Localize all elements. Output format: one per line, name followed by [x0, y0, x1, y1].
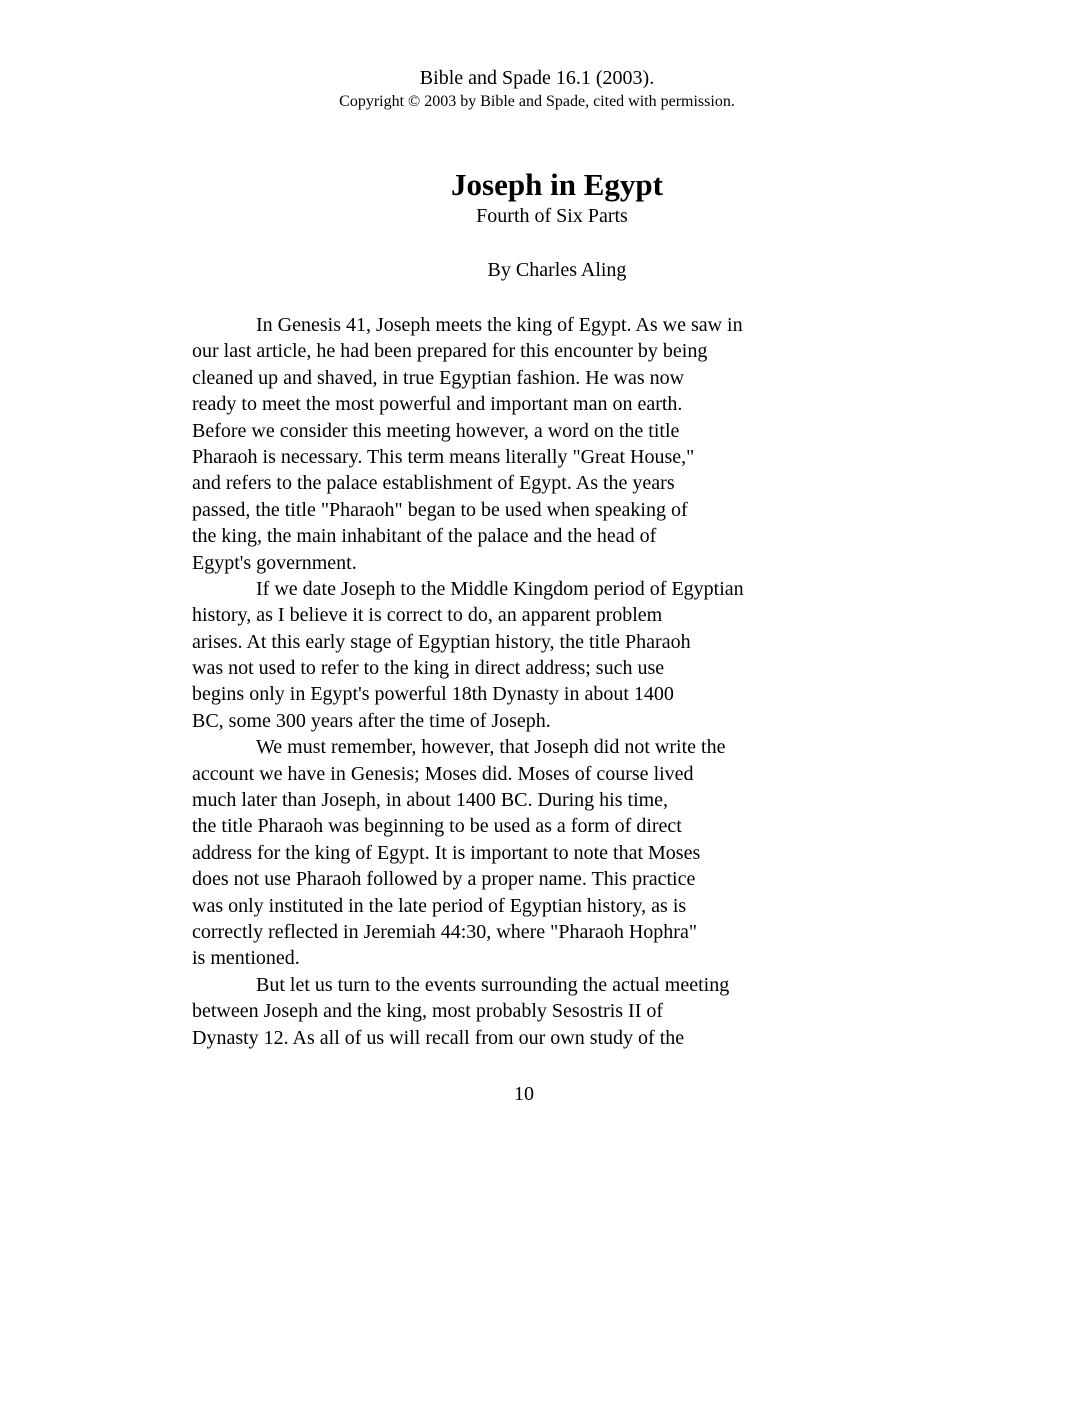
text-line: the title Pharaoh was beginning to be used as a form of direct — [192, 815, 682, 838]
article-title: Joseph in Egypt — [451, 167, 663, 202]
text-line: correctly reflected in Jeremiah 44:30, where "Pharaoh Hophra" — [192, 920, 698, 943]
text-line: ready to meet the most powerful and important man on earth. — [192, 393, 683, 416]
text-line: arises. At this early stage of Egyptian history, the title Pharaoh — [192, 630, 691, 653]
text-line: Before we consider this meeting however, a word on the title — [192, 419, 680, 442]
page-number: 10 — [514, 1083, 534, 1105]
paragraph — [192, 734, 852, 972]
text-line: begins only in Egypt's powerful 18th Dynasty in about 1400 — [192, 683, 674, 706]
text-line: account we have in Genesis; Moses did. Moses of course lived — [192, 762, 694, 785]
text-line: is mentioned. — [192, 947, 300, 970]
text-line: the king, the main inhabitant of the palace and the head of — [192, 525, 657, 548]
text-line: Pharaoh is necessary. This term means literally "Great House," — [192, 445, 695, 468]
text-line: our last article, he had been prepared for this encounter by being — [192, 340, 708, 363]
text-line: But let us turn to the events surrounding the actual meeting — [256, 973, 730, 996]
text-line: cleaned up and shaved, in true Egyptian fashion. He was now — [192, 366, 685, 389]
text-line: If we date Joseph to the Middle Kingdom period of Egyptian — [256, 577, 744, 600]
copyright-notice: Copyright © 2003 by Bible and Spade, cited with permission. — [339, 93, 735, 110]
text-line: does not use Pharaoh followed by a proper name. This practice — [192, 868, 696, 891]
text-line: Dynasty 12. As all of us will recall from our own study of the — [192, 1026, 685, 1049]
paragraph — [192, 312, 852, 576]
text-line: We must remember, however, that Joseph did not write the — [256, 736, 726, 759]
text-line: In Genesis 41, Joseph meets the king of Egypt. As we saw in — [256, 314, 743, 336]
text-line: and refers to the palace establishment of Egypt. As the years — [192, 472, 675, 495]
paragraph — [192, 576, 852, 734]
text-line: BC, some 300 years after the time of Joseph. — [192, 709, 551, 732]
text-line: was not used to refer to the king in direct address; such use — [192, 657, 665, 680]
text-line: much later than Joseph, in about 1400 BC. During his time, — [192, 789, 669, 812]
paragraph — [192, 972, 852, 1051]
article-body — [192, 312, 852, 1051]
text-line: passed, the title "Pharaoh" began to be used when speaking of — [192, 498, 688, 521]
citation-header: Bible and Spade 16.1 (2003). — [419, 67, 655, 89]
text-line: between Joseph and the king, most probably Sesostris II of — [192, 1000, 664, 1023]
text-line: address for the king of Egypt. It is important to note that Moses — [192, 841, 701, 864]
text-line: history, as I believe it is correct to do, an apparent problem — [192, 604, 663, 627]
text-line: was only instituted in the late period of Egyptian history, as is — [192, 894, 687, 917]
article-byline: By Charles Aling — [487, 259, 627, 281]
article-subtitle: Fourth of Six Parts — [476, 205, 628, 227]
text-line: Egypt's government. — [192, 551, 357, 574]
